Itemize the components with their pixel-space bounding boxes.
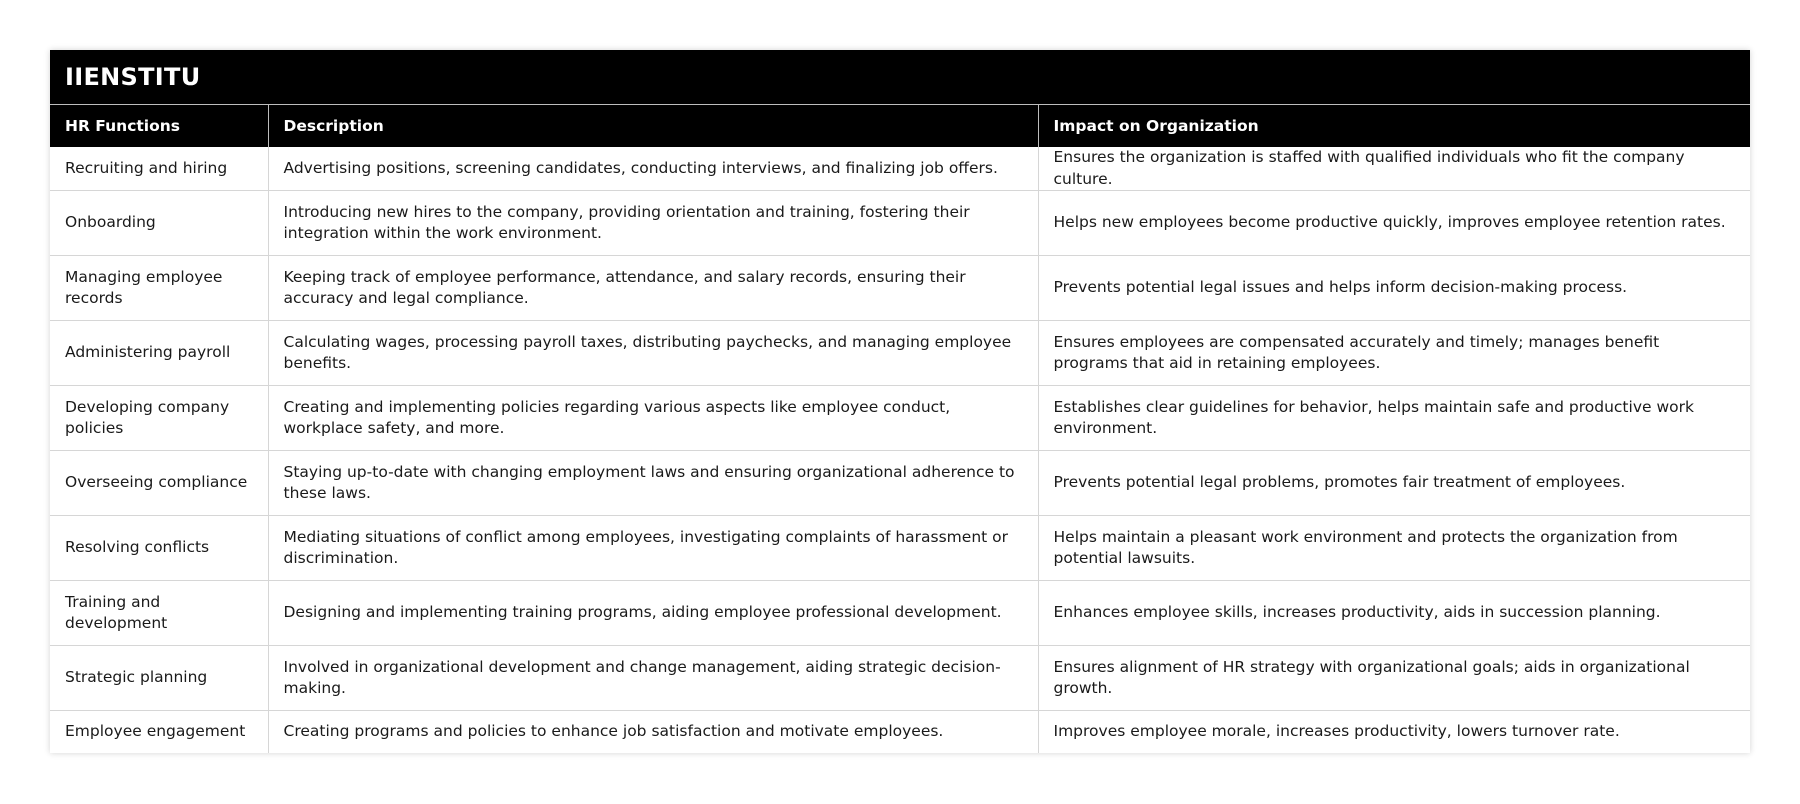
impact-cell: Prevents potential legal issues and helps inform decision-making process. [1038, 256, 1750, 321]
impact-cell: Improves employee morale, increases productivity, lowers turnover rate. [1038, 711, 1750, 754]
table-row [50, 256, 1750, 321]
brand-title: IIENSTITU [50, 50, 1750, 104]
impact-cell: Establishes clear guidelines for behavior, helps maintain safe and productive work environment. [1038, 386, 1750, 451]
column-header-description: Description [268, 105, 1038, 148]
column-header-hr-functions: HR Functions [50, 105, 268, 148]
description-cell: Advertising positions, screening candidates, conducting interviews, and finalizing job offers. [268, 147, 1038, 191]
hr-function-cell: Overseeing compliance [50, 451, 268, 516]
table-row [50, 386, 1750, 451]
hr-function-cell: Resolving conflicts [50, 516, 268, 581]
hr-function-cell: Administering payroll [50, 321, 268, 386]
description-cell: Calculating wages, processing payroll taxes, distributing paychecks, and managing employee benefits. [268, 321, 1038, 386]
table-row [50, 451, 1750, 516]
hr-function-cell: Training and development [50, 581, 268, 646]
description-cell: Keeping track of employee performance, attendance, and salary records, ensuring their accuracy and legal compliance. [268, 256, 1038, 321]
table-header-row [50, 105, 1750, 148]
table-row [50, 711, 1750, 754]
hr-function-cell: Recruiting and hiring [50, 147, 268, 191]
impact-cell: Ensures the organization is staffed with qualified individuals who fit the company culture. [1038, 147, 1750, 191]
hr-function-cell: Employee engagement [65, 722, 246, 741]
impact-cell: Helps new employees become productive quickly, improves employee retention rates. [1038, 191, 1750, 256]
description-cell: Creating and implementing policies regarding various aspects like employee conduct, workplace safety, and more. [268, 386, 1038, 451]
hr-functions-table [50, 104, 1750, 753]
hr-function-cell: Onboarding [50, 191, 268, 256]
column-header-impact: Impact on Organization [1038, 105, 1750, 148]
table-row [50, 321, 1750, 386]
impact-cell: Prevents potential legal problems, promotes fair treatment of employees. [1038, 451, 1750, 516]
hr-function-cell: Managing employee records [50, 256, 268, 321]
description-cell: Involved in organizational development and change management, aiding strategic decision-making. [268, 646, 1038, 711]
table-row [50, 581, 1750, 646]
impact-cell: Enhances employee skills, increases productivity, aids in succession planning. [1038, 581, 1750, 646]
table-row [50, 516, 1750, 581]
table-row [50, 147, 1750, 191]
impact-cell: Ensures employees are compensated accurately and timely; manages benefit programs that aid in retaining employees. [1038, 321, 1750, 386]
hr-function-cell: Developing company policies [50, 386, 268, 451]
description-cell: Designing and implementing training programs, aiding employee professional development. [268, 581, 1038, 646]
table-row [50, 191, 1750, 256]
description-cell: Staying up-to-date with changing employment laws and ensuring organizational adherence to these laws. [268, 451, 1038, 516]
description-cell: Creating programs and policies to enhance job satisfaction and motivate employees. [268, 711, 1038, 754]
impact-cell: Ensures alignment of HR strategy with organizational goals; aids in organizational growth. [1038, 646, 1750, 711]
impact-cell: Helps maintain a pleasant work environment and protects the organization from potential lawsuits. [1038, 516, 1750, 581]
hr-function-cell: Strategic planning [50, 646, 268, 711]
table-row [50, 646, 1750, 711]
description-cell: Introducing new hires to the company, providing orientation and training, fostering their integration within the work environment. [268, 191, 1038, 256]
description-cell: Mediating situations of conflict among employees, investigating complaints of harassment or discrimination. [268, 516, 1038, 581]
hr-functions-table-card [50, 50, 1750, 753]
